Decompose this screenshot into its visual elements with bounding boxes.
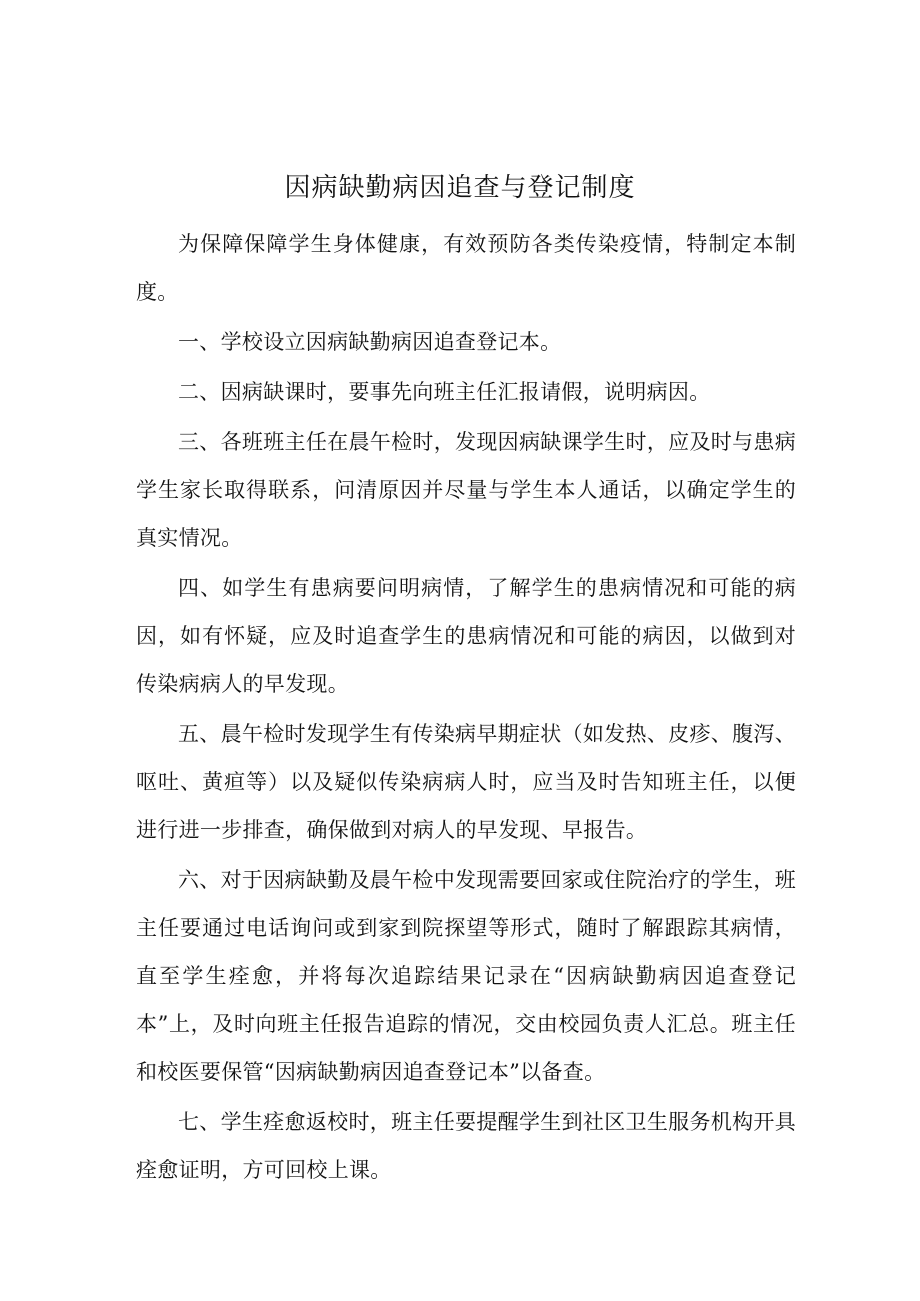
clause-4-paragraph: 四、如学生有患病要问明病情，了解学生的患病情况和可能的病因，如有怀疑，应及时追查学生的患病情况和可能的病因，以做到对传染病病人的早发现。 (136, 576, 796, 696)
document-title: 因病缺勤病因追查与登记制度 (284, 173, 636, 203)
clause-3-paragraph: 三、各班班主任在晨午检时，发现因病缺课学生时，应及时与患病学生家长取得联系，问清原因并尽量与学生本人通话，以确定学生的真实情况。 (136, 430, 796, 550)
clause-1-paragraph: 一、学校设立因病缺勤病因追查登记本。 (178, 330, 562, 354)
intro-paragraph: 为保障保障学生身体健康，有效预防各类传染疫情，特制定本制度。 (136, 232, 796, 304)
clause-7-paragraph: 七、学生痊愈返校时，班主任要提醒学生到社区卫生服务机构开具痊愈证明，方可回校上课。 (136, 1110, 796, 1182)
clause-6-paragraph: 六、对于因病缺勤及晨午检中发现需要回家或住院治疗的学生，班主任要通过电话询问或到家到院探望等形式，随时了解跟踪其病情，直至学生痊愈，并将每次追踪结果记录在“因病缺勤病因追查登记本”上，及时向班主任报告追踪的情况，交由校园负责人汇总。班主任和校医要保管“因病缺勤病因追查登记本”以备查。 (136, 868, 796, 1084)
document-body (136, 220, 796, 1196)
clause-5-paragraph: 五、晨午检时发现学生有传染病早期症状（如发热、皮疹、腹泻、呕吐、黄疸等）以及疑似传染病病人时，应当及时告知班主任，以便进行进一步排查，确保做到对病人的早发现、早报告。 (136, 722, 796, 842)
clause-2-paragraph: 二、因病缺课时，要事先向班主任汇报请假，说明病因。 (178, 380, 711, 404)
